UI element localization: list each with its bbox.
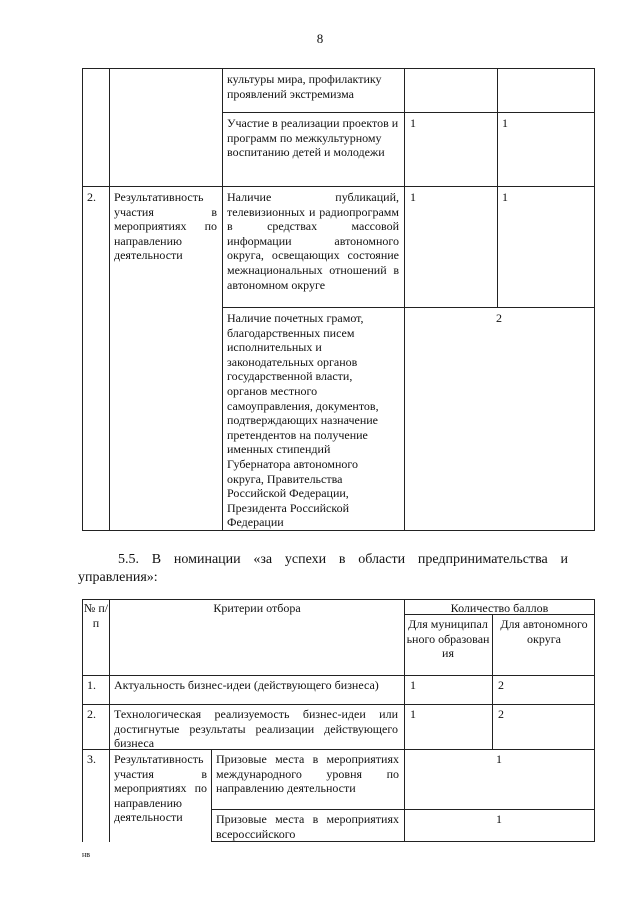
header-number: № п/п (83, 601, 109, 630)
header-scores: Количество баллов (450, 601, 549, 615)
header-criteria: Критерии отбора (213, 601, 301, 615)
score-municipal: 1 (410, 678, 416, 692)
footer-mark: нв (82, 850, 91, 859)
row-number: 1. (87, 678, 96, 692)
score-municipal: 1 (410, 707, 416, 721)
criterion-cell: Призовые места в мероприятиях международного уровня по направлению деятельности (216, 752, 399, 796)
section-heading: 5.5. В номинации «за успехи в области предпринимательства и управления»: (78, 552, 568, 585)
row-number: 2. (87, 190, 96, 204)
score-okrug: 1 (502, 116, 508, 130)
criterion-cell: культуры мира, профилактику проявлений экстремизма (227, 72, 382, 101)
area-cell: Результативность участия в мероприятиях по направлению деятельности (114, 190, 217, 263)
criterion-cell: Технологическая реализуемость бизнес-идеи или достигнутые результаты реализации действующего бизнеса (114, 707, 398, 751)
score-merged: 1 (496, 812, 502, 826)
area-cell: Результативность участия в мероприятиях по направлению деятельности (114, 752, 207, 825)
header-municipal: Для муниципального образования (406, 617, 490, 661)
score-okrug: 2 (498, 707, 504, 721)
criterion-cell: Актуальность бизнес-идеи (действующего бизнеса) (114, 678, 379, 692)
page-number: 8 (316, 31, 324, 46)
row-number: 3. (87, 752, 96, 766)
criterion-cell: Наличие почетных грамот, благодарственных писем исполнительных и законодательных органов государственной власти, органов местного самоуправления, документов, подтверждающих назначение претендентов на получение именных стипендий Губернатора автономного округа, Правительства Российской Федерации, Президента Российской Федерации (227, 311, 379, 530)
criterion-cell: Наличие публикаций, телевизионных и радиопрограмм в средствах массовой информации автономного округа, освещающих состояние межнациональных отношений в автономном округе (227, 190, 399, 292)
score-okrug: 1 (502, 190, 508, 204)
row-number: 2. (87, 707, 96, 721)
header-okrug: Для автономного округа (500, 617, 588, 646)
score-merged: 1 (496, 752, 502, 766)
criterion-cell: Призовые места в мероприятиях всероссийского (216, 812, 399, 841)
score-okrug: 2 (498, 678, 504, 692)
score-municipal: 1 (410, 116, 416, 130)
score-municipal: 1 (410, 190, 416, 204)
score-merged: 2 (496, 311, 502, 325)
criterion-cell: Участие в реализации проектов и программ по межкультурному воспитанию детей и молодежи (227, 116, 399, 160)
